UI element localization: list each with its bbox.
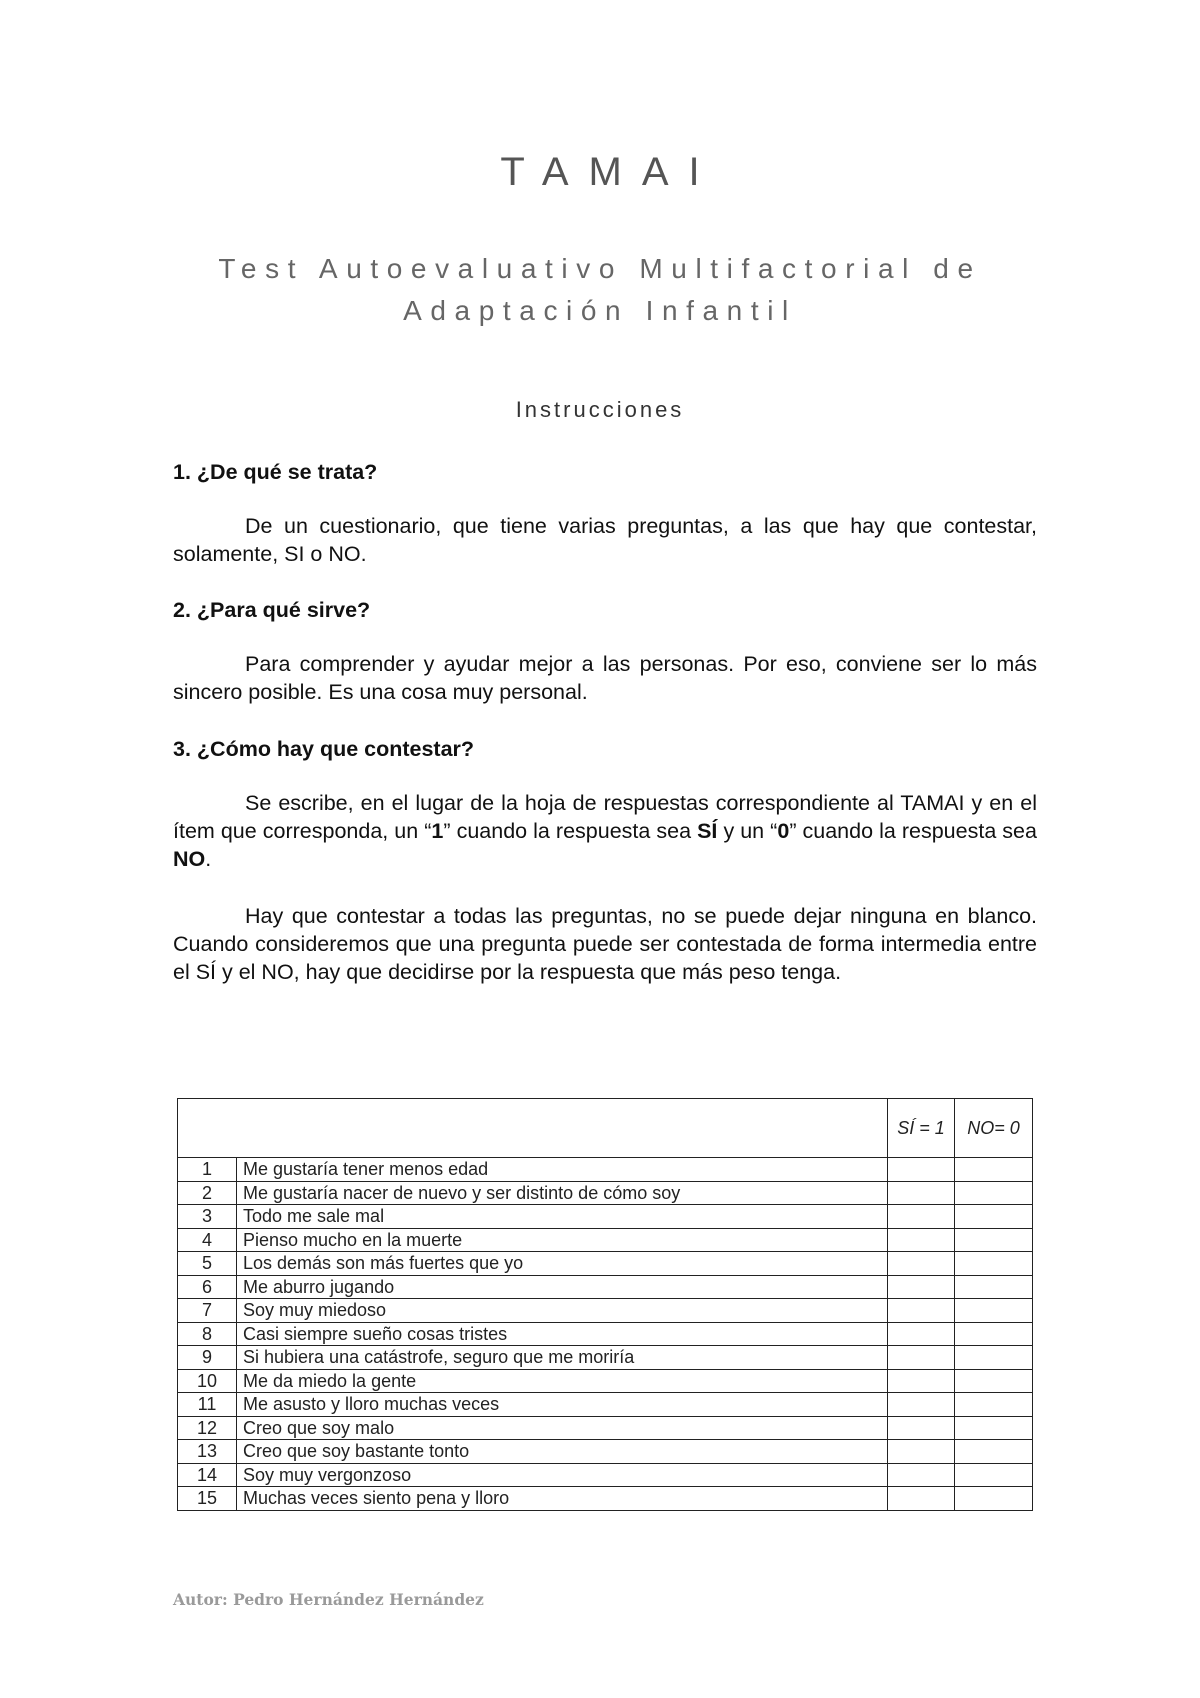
table-row — [178, 1369, 1033, 1393]
bold-run: NO — [173, 847, 206, 871]
answer-no-cell[interactable] — [955, 1228, 1033, 1252]
answer-no-cell[interactable] — [955, 1205, 1033, 1229]
table-row — [178, 1322, 1033, 1346]
answer-no-cell[interactable] — [955, 1369, 1033, 1393]
table-row — [178, 1463, 1033, 1487]
item-text: Muchas veces siento pena y lloro — [237, 1487, 888, 1511]
answer-si-cell[interactable] — [888, 1393, 955, 1417]
item-text: Creo que soy malo — [237, 1416, 888, 1440]
answer-si-cell[interactable] — [888, 1158, 955, 1182]
section-3-paragraph-2: Hay que contestar a todas las preguntas, no se puede dejar ninguna en blanco. Cuando consideremos que una pregunta puede ser contestada de forma intermedia entre el SÍ y el NO, hay que decidirse por la respuesta que más peso tenga. — [173, 904, 1037, 984]
answer-si-cell[interactable] — [888, 1440, 955, 1464]
subtitle-line-2: Adaptación Infantil — [403, 295, 797, 326]
text-run: y un “ — [717, 819, 778, 843]
item-number: 15 — [178, 1487, 237, 1511]
column-header-si: SÍ = 1 — [888, 1099, 955, 1158]
answer-si-cell[interactable] — [888, 1322, 955, 1346]
author-footer: Autor: Pedro Hernández Hernández — [173, 1590, 484, 1609]
answer-si-cell[interactable] — [888, 1346, 955, 1370]
item-text: Creo que soy bastante tonto — [237, 1440, 888, 1464]
table-row — [178, 1181, 1033, 1205]
item-text: Soy muy vergonzoso — [237, 1463, 888, 1487]
item-text: Casi siempre sueño cosas tristes — [237, 1322, 888, 1346]
answer-no-cell[interactable] — [955, 1346, 1033, 1370]
item-text: Me asusto y lloro muchas veces — [237, 1393, 888, 1417]
table-row — [178, 1487, 1033, 1511]
answer-no-cell[interactable] — [955, 1299, 1033, 1323]
answer-si-cell[interactable] — [888, 1416, 955, 1440]
section-3-heading: 3. ¿Cómo hay que contestar? — [173, 737, 475, 761]
instructions-heading: Instrucciones — [515, 397, 685, 422]
item-number: 5 — [178, 1252, 237, 1276]
answer-si-cell[interactable] — [888, 1205, 955, 1229]
section-3-paragraph — [173, 789, 1037, 873]
item-number: 13 — [178, 1440, 237, 1464]
item-number: 12 — [178, 1416, 237, 1440]
answer-no-cell[interactable] — [955, 1393, 1033, 1417]
table-header-blank — [178, 1099, 888, 1158]
table-row — [178, 1228, 1033, 1252]
item-number: 4 — [178, 1228, 237, 1252]
item-text: Me gustaría tener menos edad — [237, 1158, 888, 1182]
table-row — [178, 1252, 1033, 1276]
questions-table — [177, 1098, 1033, 1511]
item-number: 11 — [178, 1393, 237, 1417]
bold-run: SÍ — [697, 819, 718, 843]
answer-si-cell[interactable] — [888, 1299, 955, 1323]
item-text: Me da miedo la gente — [237, 1369, 888, 1393]
answer-no-cell[interactable] — [955, 1440, 1033, 1464]
answer-no-cell[interactable] — [955, 1275, 1033, 1299]
answer-no-cell[interactable] — [955, 1416, 1033, 1440]
answer-no-cell[interactable] — [955, 1487, 1033, 1511]
section-1-heading: 1. ¿De qué se trata? — [173, 460, 378, 484]
answer-no-cell[interactable] — [955, 1463, 1033, 1487]
column-header-no: NO= 0 — [955, 1099, 1033, 1158]
item-text: Todo me sale mal — [237, 1205, 888, 1229]
answer-no-cell[interactable] — [955, 1181, 1033, 1205]
table-row — [178, 1416, 1033, 1440]
section-1-paragraph: De un cuestionario, que tiene varias preguntas, a las que hay que contestar, solamente, SI o NO. — [173, 514, 1037, 566]
table-header-row — [178, 1099, 1033, 1158]
table-row — [178, 1393, 1033, 1417]
table-row — [178, 1299, 1033, 1323]
item-number: 2 — [178, 1181, 237, 1205]
item-number: 8 — [178, 1322, 237, 1346]
subtitle-line-1: Test Autoevaluativo Multifactorial de — [218, 253, 982, 284]
item-text: Si hubiera una catástrofe, seguro que me moriría — [237, 1346, 888, 1370]
table-row — [178, 1205, 1033, 1229]
bold-run: 1 — [431, 819, 444, 843]
answer-si-cell[interactable] — [888, 1181, 955, 1205]
answer-si-cell[interactable] — [888, 1275, 955, 1299]
item-number: 14 — [178, 1463, 237, 1487]
page-title: TAMAI — [500, 150, 720, 194]
answer-no-cell[interactable] — [955, 1322, 1033, 1346]
item-text: Los demás son más fuertes que yo — [237, 1252, 888, 1276]
answer-si-cell[interactable] — [888, 1369, 955, 1393]
answer-no-cell[interactable] — [955, 1158, 1033, 1182]
table-row — [178, 1275, 1033, 1299]
item-text: Me aburro jugando — [237, 1275, 888, 1299]
text-run: ” cuando la respuesta sea — [789, 819, 1037, 843]
item-number: 3 — [178, 1205, 237, 1229]
item-text: Pienso mucho en la muerte — [237, 1228, 888, 1252]
answer-no-cell[interactable] — [955, 1252, 1033, 1276]
table-row — [178, 1158, 1033, 1182]
answer-si-cell[interactable] — [888, 1228, 955, 1252]
section-2-heading: 2. ¿Para qué sirve? — [173, 598, 371, 622]
text-run: . — [205, 847, 212, 871]
bold-run: 0 — [777, 819, 790, 843]
section-2-paragraph: Para comprender y ayudar mejor a las personas. Por eso, conviene ser lo más sincero posible. Es una cosa muy personal. — [173, 652, 1037, 704]
table-row — [178, 1440, 1033, 1464]
text-run: ” cuando la respuesta sea — [443, 819, 698, 843]
item-text: Soy muy miedoso — [237, 1299, 888, 1323]
item-number: 6 — [178, 1275, 237, 1299]
answer-si-cell[interactable] — [888, 1487, 955, 1511]
item-number: 9 — [178, 1346, 237, 1370]
page-subtitle — [160, 248, 1040, 332]
answer-si-cell[interactable] — [888, 1252, 955, 1276]
item-number: 7 — [178, 1299, 237, 1323]
item-number: 1 — [178, 1158, 237, 1182]
item-number: 10 — [178, 1369, 237, 1393]
answer-si-cell[interactable] — [888, 1463, 955, 1487]
item-text: Me gustaría nacer de nuevo y ser distinto de cómo soy — [237, 1181, 888, 1205]
text-run: Se escribe, en el lugar de la hoja de respuestas correspondiente al TAMAI y en el ítem que corresponda, un “ — [173, 791, 1037, 843]
table-row — [178, 1346, 1033, 1370]
